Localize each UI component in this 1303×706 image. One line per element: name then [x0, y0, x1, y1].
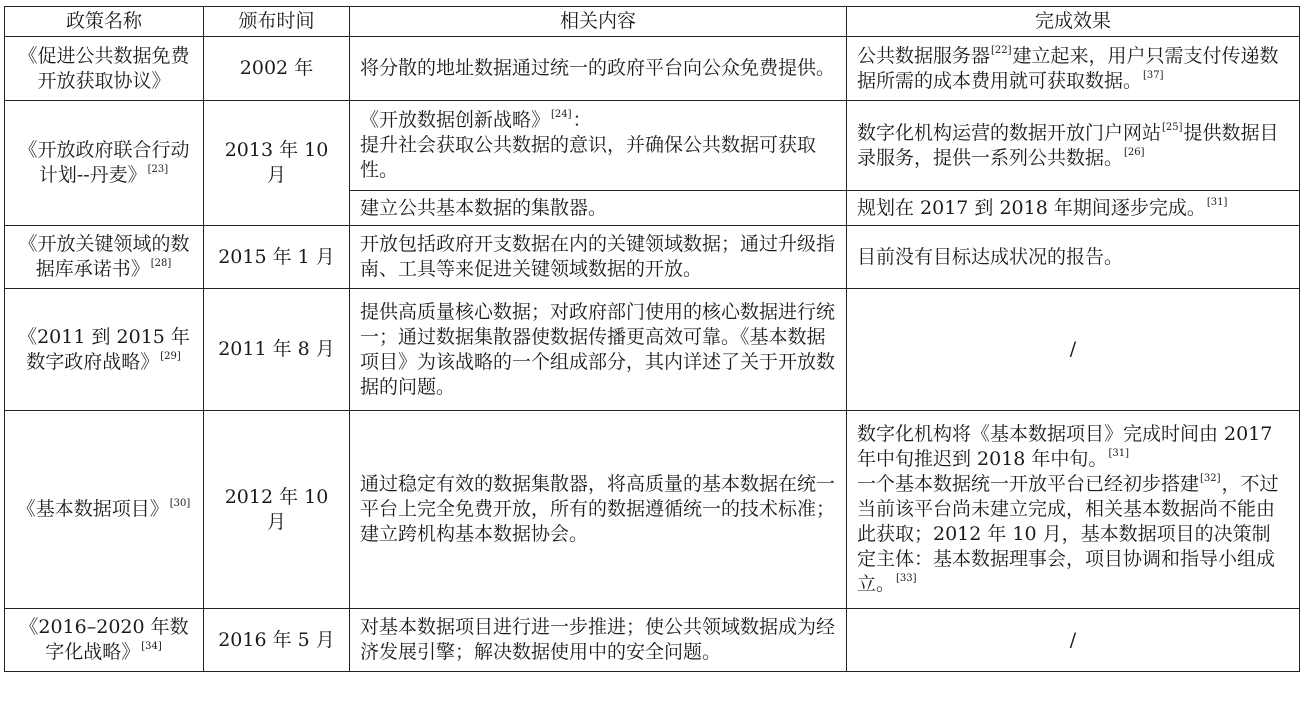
content-cell: 通过稳定有效的数据集散器，将高质量的基本数据在统一平台上完全免费开放，所有的数据遵循统一的技术标准；建立跨机构基本数据协会。 [350, 411, 847, 609]
citation: [26] [1124, 146, 1145, 158]
effect-cell: 目前没有目标达成状况的报告。 [847, 226, 1300, 289]
table-row [5, 289, 1300, 411]
date-cell: 2015 年 1 月 [204, 226, 350, 289]
citation: [29] [160, 350, 181, 362]
date-cell: 2012 年 10 月 [204, 411, 350, 609]
citation: [33] [896, 573, 917, 584]
policy-name: 《2016–2020 年数字化战略》 [19, 616, 189, 663]
content-cell: 将分散的地址数据通过统一的政府平台向公众免费提供。 [350, 37, 847, 101]
effect-cell [847, 191, 1300, 226]
table-row [5, 226, 1300, 289]
content-cell: 开放包括政府开支数据在内的关键领域数据；通过升级指南、工具等来促进关键领域数据的开放。 [350, 226, 847, 289]
content-cell [350, 101, 847, 191]
citation: [31] [1206, 196, 1228, 208]
citation: [23] [147, 164, 169, 175]
content-text: 提升社会获取公共数据的意识，并确保公共数据可获取性。 [360, 134, 817, 181]
effect-text: ，不过当前该平台尚未建立完成，相关基本数据尚不能由此获取；2012 年 10 月，基本数据项目的决策制定主体：基本数据理事会，项目协调和指导小组成立。 [857, 473, 1279, 595]
header-effect: 完成效果 [847, 7, 1300, 37]
effect-text: 规划在 2017 到 2018 年期间逐步完成。 [857, 196, 1206, 219]
citation: [24] [551, 109, 572, 120]
effect-text: 提供数据目录服务，提供一系列公共数据。 [857, 121, 1279, 169]
header-row [5, 7, 1300, 37]
citation: [28] [150, 258, 172, 269]
policy-table [4, 6, 1300, 672]
policy-name-cell [5, 37, 204, 101]
policy-name: 《开放关键领域的数据库承诺书》 [18, 233, 190, 280]
date-cell: 2011 年 8 月 [204, 289, 350, 411]
table-row [5, 609, 1300, 672]
effect-cell [847, 101, 1300, 191]
citation: [22] [991, 44, 1012, 56]
effect-cell: / [847, 289, 1300, 411]
effect-text: 公共数据服务器 [857, 44, 991, 67]
effect-text: 建立起来，用户只需支付传递数据所需的成本费用就可获取数据。 [857, 44, 1279, 92]
policy-name-cell [5, 609, 204, 672]
content-cell: 对基本数据项目进行进一步推进；使公共领域数据成为经济发展引擎；解决数据使用中的安全问题。 [350, 609, 847, 672]
content-title: 《开放数据创新战略》 [360, 109, 551, 131]
policy-name-cell [5, 289, 204, 411]
policy-name: 《开放政府联合行动计划--丹麦》 [18, 139, 190, 186]
header-content: 相关内容 [350, 7, 847, 37]
content-colon: ： [572, 109, 592, 131]
effect-text: 数字化机构运营的数据开放门户网站 [857, 121, 1162, 144]
effect-cell [847, 37, 1300, 101]
content-cell: 提供高质量核心数据；对政府部门使用的核心数据进行统一；通过数据集散器使数据传播更高效可靠。《基本数据项目》为该战略的一个组成部分，其内详述了关于开放数据的问题。 [350, 289, 847, 411]
date-cell: 2016 年 5 月 [204, 609, 350, 672]
table-row [5, 37, 1300, 101]
table-row [5, 101, 1300, 191]
header-policy-name: 政策名称 [5, 7, 204, 37]
policy-name-cell [5, 101, 204, 226]
citation: [31] [1108, 448, 1129, 459]
citation: [30] [169, 498, 191, 509]
policy-name: 《2011 到 2015 年数字政府战略》 [18, 325, 190, 373]
policy-name-cell [5, 226, 204, 289]
content-cell: 建立公共基本数据的集散器。 [350, 191, 847, 226]
date-cell: 2002 年 [204, 37, 350, 101]
effect-cell [847, 411, 1300, 609]
header-date: 颁布时间 [204, 7, 350, 37]
effect-text: 数字化机构将《基本数据项目》完成时间由 2017 年中旬推迟到 2018 年中旬。 [857, 423, 1273, 470]
policy-name: 《基本数据项目》 [16, 498, 169, 520]
effect-cell: / [847, 609, 1300, 672]
policy-name: 《促进公共数据免费开放获取协议》 [18, 44, 190, 92]
effect-text: 一个基本数据统一开放平台已经初步搭建 [857, 473, 1200, 495]
table-row [5, 411, 1300, 609]
citation: [25] [1162, 121, 1183, 133]
citation: [34] [141, 641, 162, 652]
date-cell: 2013 年 10 月 [204, 101, 350, 226]
citation: [32] [1200, 473, 1221, 484]
policy-name-cell [5, 411, 204, 609]
citation: [37] [1143, 69, 1164, 81]
